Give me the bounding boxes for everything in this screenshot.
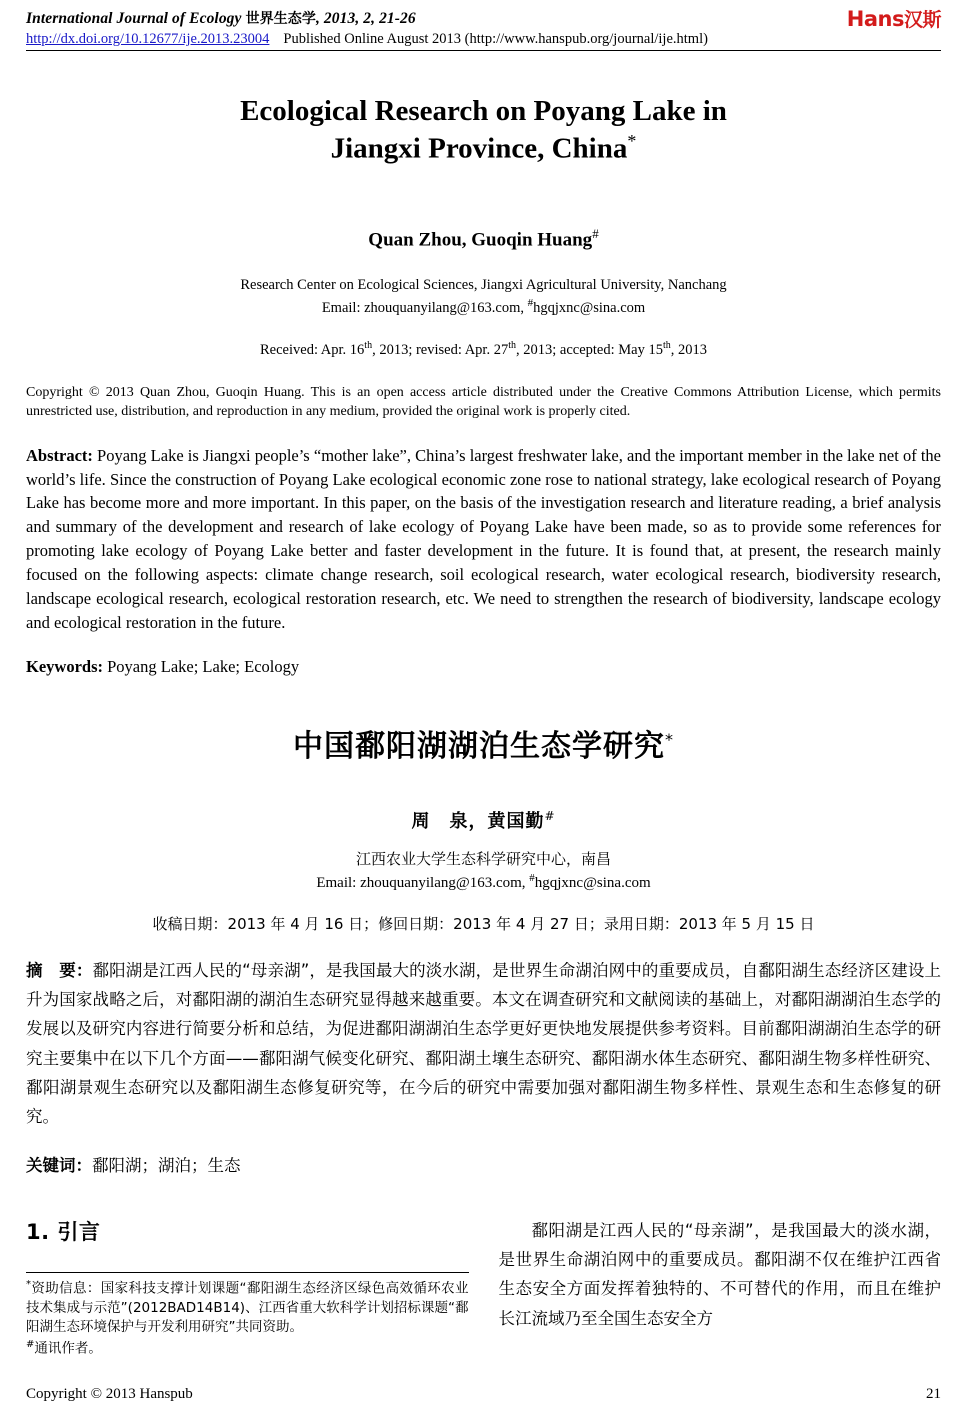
title-footnote-mark: * [627, 131, 637, 152]
copyright-note: Copyright © 2013 Quan Zhou, Guoqin Huang. This is an open access article distributed under the Creative Commons Attribution License, which permits unrestricted use, distribution, and reproduction in any medium, provided the original work is properly cited. [26, 385, 941, 420]
footnote-mark: * [26, 1278, 31, 1290]
right-column [499, 1216, 942, 1359]
keywords-cn-label: 关键词： [26, 1155, 92, 1175]
accepted-year: , 2013 [670, 342, 707, 359]
email-cn-prefix: Email: zhouquanyilang@163.com, [316, 874, 530, 891]
title-line-2-text: Jiangxi Province, China [330, 132, 628, 165]
keywords-cn-text: 鄱阳湖；湖泊；生态 [92, 1155, 241, 1175]
received-sup: th [364, 340, 373, 352]
journal-title-en: International Journal of Ecology [26, 10, 242, 27]
left-column [26, 1216, 469, 1359]
journal-doi-line [26, 31, 941, 48]
abstract-text: Poyang Lake is Jiangxi people’s “mother lake”, China’s largest freshwater lake, and the important member in the lake net of the world’s life. Since the construction of Poyang Lake ecological economic zone rose to national strategy, lake ecological research of Poyang Lake has become more and more important. In this paper, on the basis of the investigation research and literature reading, a brief analysis and summary of the development and research of lake ecology of Poyang Lake have been made, so as to provide some references for promoting lake ecology of Poyang Lake better and faster development in the future. It is found that, at present, the research mainly focused on the following aspects: climate change research, soil ecological research, water ecological research, biodiversity research, landscape ecological research, ecological restoration research, etc. We need to strengthen the research of biodiversity, landscape ecology and ecological restoration in the future. [26, 445, 941, 633]
title-cn-mark: * [665, 730, 674, 750]
email-en-mark: # [527, 296, 534, 309]
footnote-corresponding [26, 1338, 469, 1359]
footnote-funding [26, 1278, 469, 1338]
authors-en-names: Quan Zhou, Guoqin Huang [368, 229, 593, 251]
footer-page-number: 21 [926, 1386, 941, 1402]
email-en [26, 296, 941, 318]
title-line-1: Ecological Research on Poyang Lake in [240, 95, 727, 127]
revised-label: , 2013; revised: Apr. 27 [372, 342, 509, 359]
journal-header [26, 8, 941, 51]
authors-cn-names: 周 泉，黄国勤 [411, 811, 545, 833]
keywords-label: Keywords: [26, 657, 103, 677]
page-title [26, 93, 941, 168]
page-footer [26, 1386, 941, 1403]
abstract-cn-label: 摘 要： [26, 960, 93, 980]
keywords-en [26, 657, 941, 677]
email-cn [26, 871, 941, 895]
affiliation-cn [26, 849, 941, 895]
accepted-label: , 2013; accepted: May 15 [516, 342, 663, 359]
email-cn-suffix: hgqjxnc@sina.com [534, 874, 651, 891]
authors-en [26, 226, 941, 251]
abstract-cn [26, 956, 941, 1132]
abstract-cn-text: 鄱阳湖是江西人民的“母亲湖”，是我国最大的淡水湖，是世界生命湖泊网中的重要成员，自鄱阳湖生态经济区建设上升为国家战略之后，对鄱阳湖的湖泊生态研究显得越来越重要。本文在调查研究和文献阅读的基础上，对鄱阳湖湖泊生态学的发展以及研究内容进行简要分析和总结，为促进鄱阳湖湖泊生态学更好更快地发展提供参考资料。目前鄱阳湖湖泊生态学的研究主要集中在以下几个方面——鄱阳湖气候变化研究、鄱阳湖土壤生态研究、鄱阳湖水体生态研究、鄱阳湖生物多样性研究、鄱阳湖景观生态研究以及鄱阳湖生态修复研究等，在今后的研究中需要加强对鄱阳湖生物多样性、景观生态和生态修复的研究。 [26, 960, 942, 1127]
authors-en-mark: # [592, 225, 599, 241]
affiliation-en-text: Research Center on Ecological Sciences, Jiangxi Agricultural University, Nanchang [240, 277, 727, 294]
journal-title-line [26, 8, 941, 28]
abstract-en [26, 444, 941, 635]
revised-sup: th [508, 340, 516, 352]
page-title-cn [26, 721, 941, 765]
accepted-sup: th [662, 340, 671, 352]
affiliation-en [26, 275, 941, 318]
email-en-suffix: hgqjxnc@sina.com [533, 299, 646, 316]
authors-cn-mark: # [544, 809, 556, 824]
title-line-2 [26, 130, 941, 168]
email-en-prefix: Email: zhouquanyilang@163.com, [321, 299, 528, 316]
footnote-mark-2: # [26, 1338, 35, 1350]
received-label: Received: Apr. 16 [260, 342, 365, 359]
authors-cn [26, 807, 941, 833]
footnote-divider [26, 1272, 469, 1273]
intro-paragraph: 鄱阳湖是江西人民的“母亲湖”，是我国最大的淡水湖，是世界生命湖泊网中的重要成员。鄱阳湖不仅在维护江西省生态安全方面发挥着独特的、不可替代的作用，而且在维护长江流域乃至全国生态安全方 [498, 1220, 941, 1328]
footnote-funding-text: 资助信息：国家科技支撑计划课题“鄱阳湖生态经济区绿色高效循环农业技术集成与示范”(2012BAD14B14)、江西省重大软科学计划招标课题“鄱阳湖生态环境保护与开发利用研究”共同资助。 [26, 1280, 469, 1336]
title-cn-text: 中国鄱阳湖湖泊生态学研究 [293, 729, 665, 765]
keywords-cn [26, 1152, 941, 1176]
two-column-body [26, 1216, 941, 1359]
abstract-label: Abstract: [26, 445, 93, 465]
hans-logo-cn: 汉斯 [903, 9, 941, 31]
dates-en [26, 340, 941, 359]
hans-logo-en: Hans [846, 7, 904, 31]
journal-issue: , 2013, 2, 21-26 [315, 10, 416, 27]
published-online-text: Published Online August 2013 (http://www.hanspub.org/journal/ije.html) [283, 31, 708, 47]
email-cn-mark: # [529, 871, 535, 884]
dates-cn: 收稿日期：2013 年 4 月 16 日；修回日期：2013 年 4 月 27 日；录用日期：2013 年 5 月 15 日 [152, 914, 815, 933]
keywords-text: Poyang Lake; Lake; Ecology [103, 657, 300, 677]
footnote-corresponding-text: 通讯作者。 [34, 1340, 102, 1357]
footer-copyright: Copyright © 2013 Hanspub [26, 1386, 193, 1402]
affiliation-cn-text: 江西农业大学生态科学研究中心，南昌 [355, 850, 611, 869]
doi-link[interactable]: http://dx.doi.org/10.12677/ije.2013.23004 [26, 31, 270, 47]
section-heading-intro: 1. 引言 [26, 1219, 101, 1244]
hans-logo [847, 5, 941, 32]
journal-title-cn: 世界生态学 [245, 11, 316, 27]
